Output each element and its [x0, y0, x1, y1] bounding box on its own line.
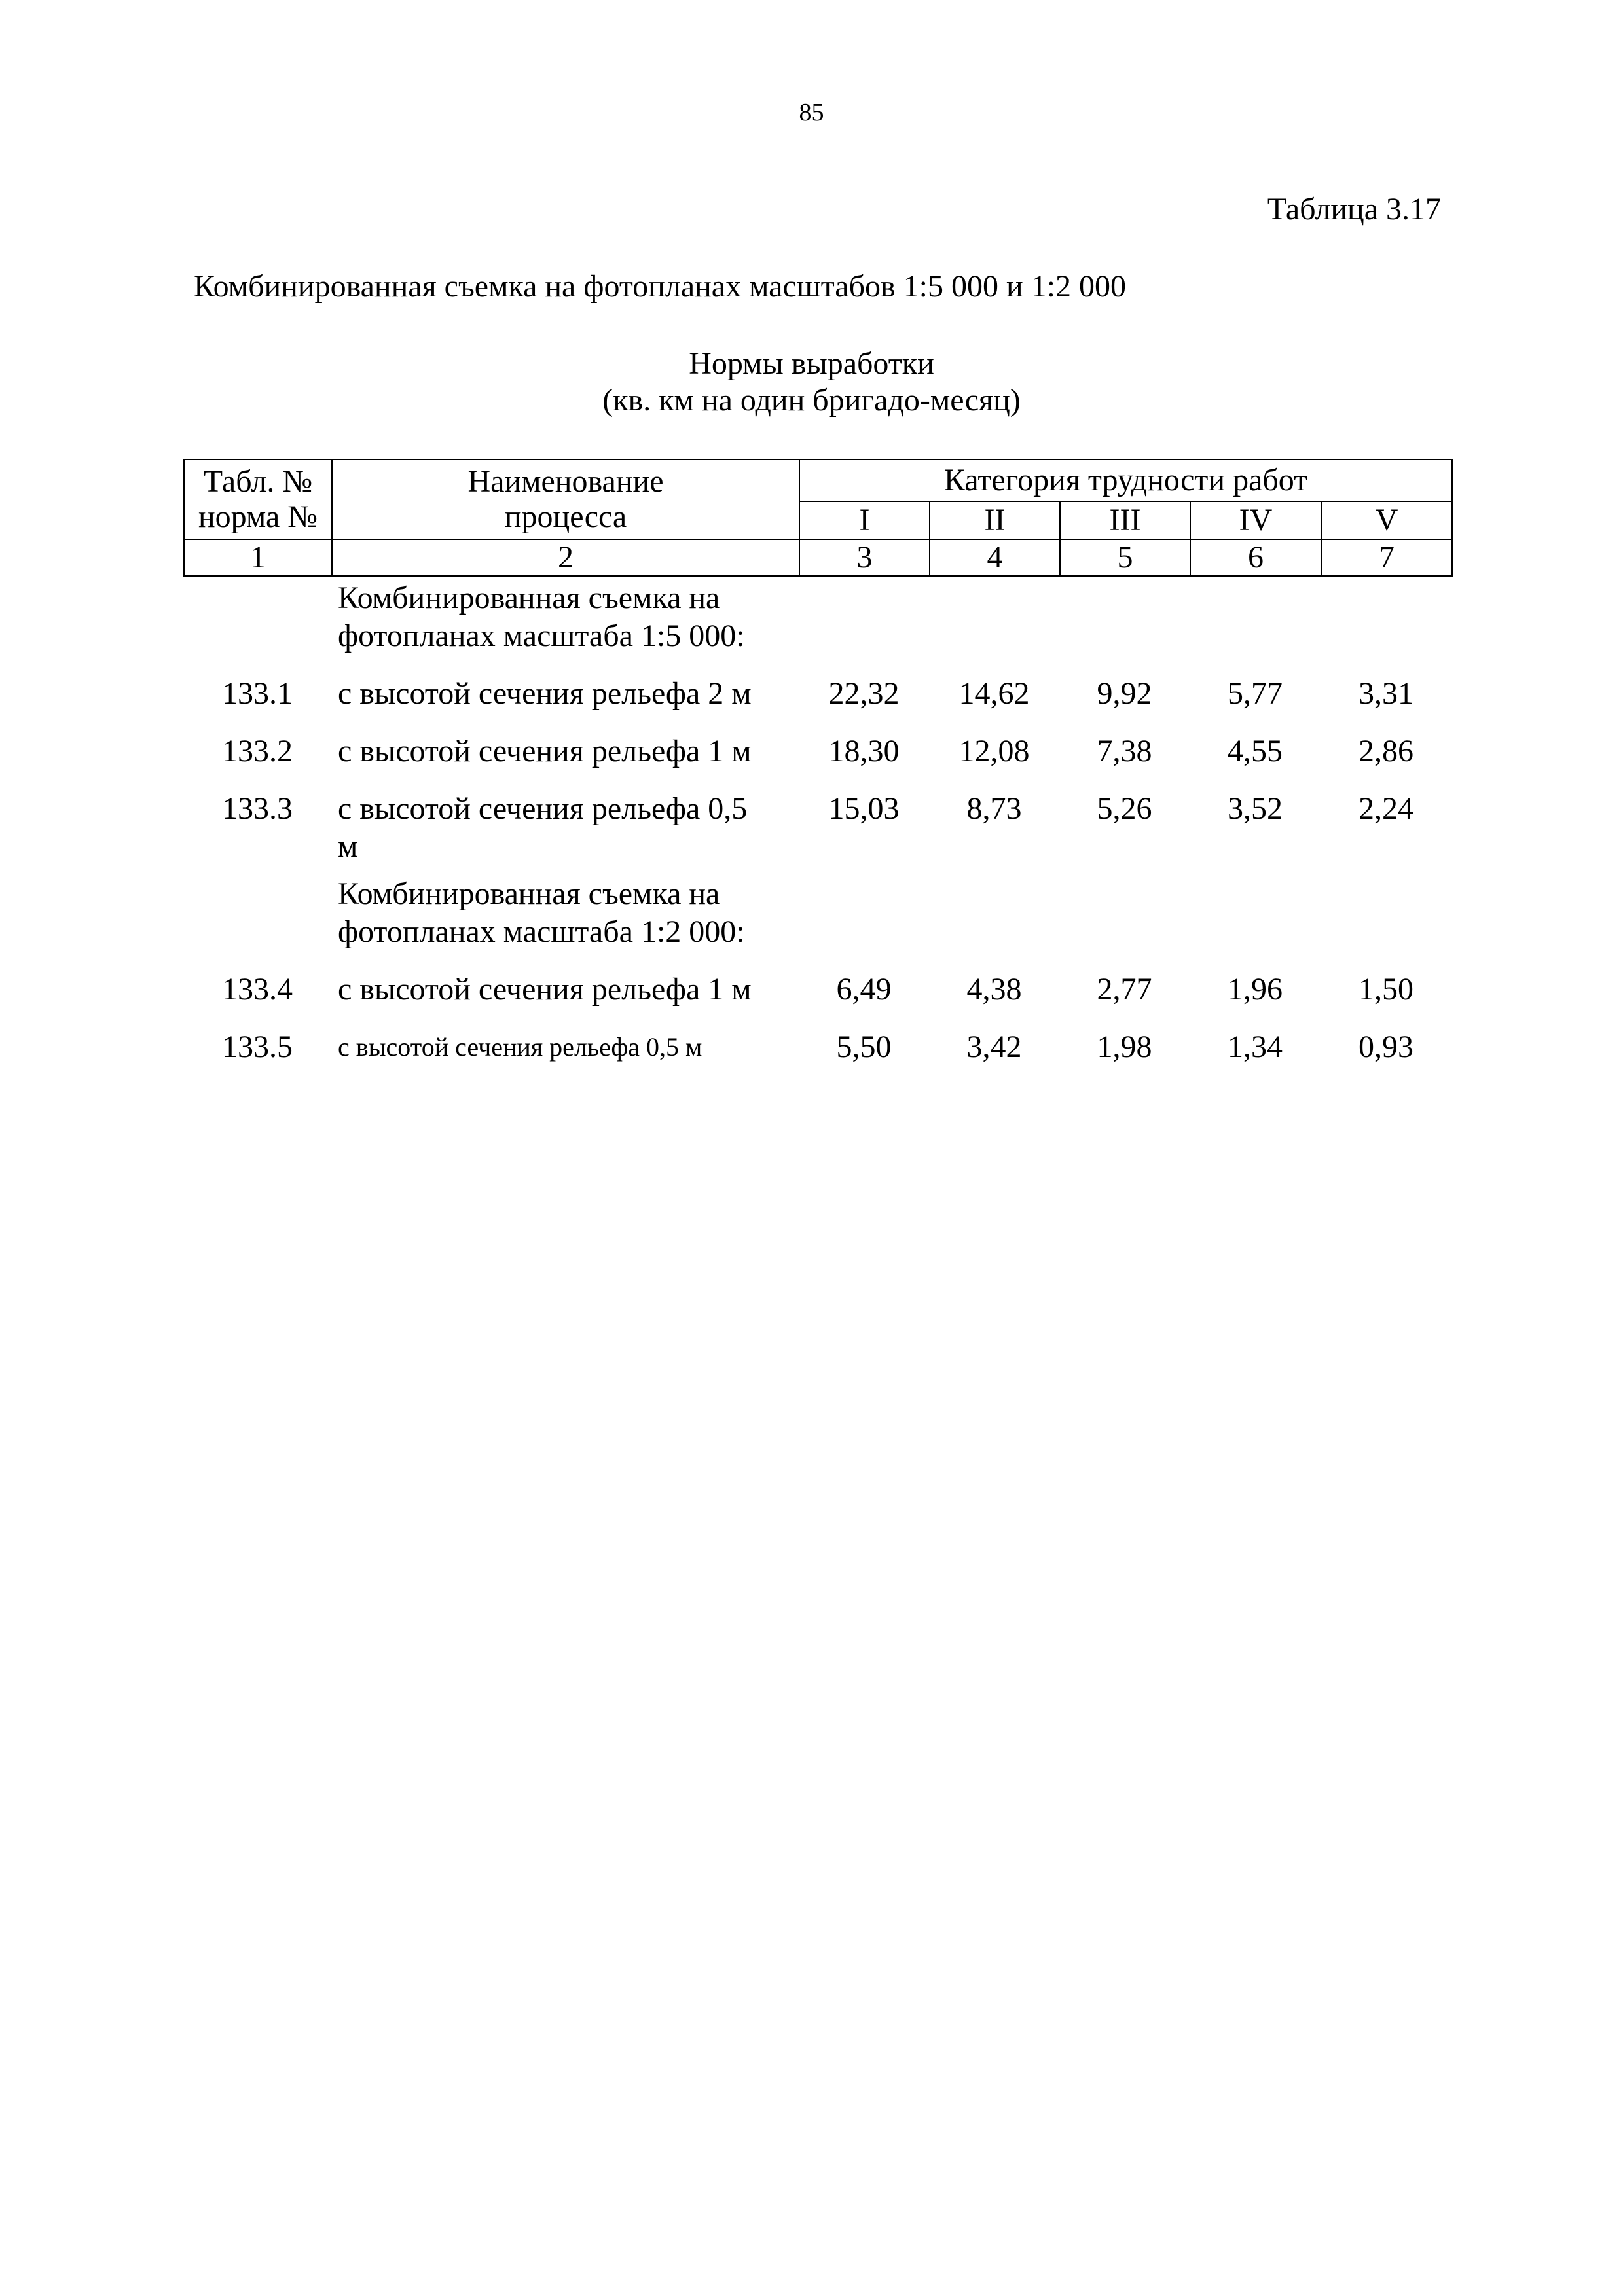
norm-number: 133.1: [222, 676, 293, 711]
column-number: 3: [799, 539, 930, 576]
header-category-4: IV: [1190, 501, 1321, 539]
header-category-3: III: [1060, 501, 1190, 539]
subtitle-line-2: (кв. км на один бригадо-месяц): [602, 383, 1021, 418]
header-category-5: V: [1321, 501, 1452, 539]
subtitle-line-1: Нормы выработки: [689, 346, 934, 381]
column-number: 1: [184, 539, 332, 576]
value-cell: 5,26: [1097, 791, 1152, 826]
value-cell: 7,38: [1097, 734, 1152, 768]
table-label: Таблица 3.17: [1267, 192, 1441, 226]
value-cell: 18,30: [828, 734, 900, 768]
header-process-name: [332, 459, 799, 539]
process-name: с высотой сечения рельефа 1 м: [338, 734, 752, 768]
value-cell: 5,50: [836, 1030, 892, 1064]
table-row: [183, 780, 1451, 875]
value-cell: 1,98: [1097, 1030, 1152, 1064]
value-cell: 4,38: [966, 972, 1022, 1007]
table-header: [183, 459, 1453, 577]
value-cell: 5,77: [1228, 676, 1283, 711]
section-heading-row: [183, 875, 1451, 960]
value-cell: 22,32: [828, 676, 900, 711]
table-row: [183, 722, 1451, 780]
value-cell: 0,93: [1359, 1030, 1413, 1064]
table-row: [183, 960, 1451, 1018]
value-cell: 1,34: [1228, 1030, 1283, 1064]
value-cell: 14,62: [958, 676, 1030, 711]
header-norm-line-2: норма №: [198, 499, 318, 534]
value-cell: 6,49: [836, 972, 892, 1007]
process-name: с высотой сечения рельефа 0,5 м: [338, 1032, 702, 1062]
value-cell: 3,52: [1228, 791, 1283, 826]
table-row: [183, 664, 1451, 722]
header-process-line-2: процесса: [504, 499, 627, 534]
value-cell: 3,31: [1359, 676, 1413, 711]
value-cell: 2,24: [1359, 791, 1413, 826]
section-heading: [331, 579, 799, 664]
value-cell: 1,96: [1228, 972, 1283, 1007]
section-heading: [331, 875, 799, 960]
value-cell: 12,08: [958, 734, 1030, 768]
process-name: [331, 780, 799, 875]
table-subtitle: [0, 346, 1623, 419]
process-name-line-1: с высотой сечения рельефа 0,5: [338, 791, 748, 826]
column-number: 4: [930, 539, 1060, 576]
header-norm-number: [184, 459, 332, 539]
process-name-line-2: м: [338, 829, 358, 864]
document-title: Комбинированная съемка на фотопланах масштабов 1:5 000 и 1:2 000: [194, 269, 1127, 304]
section-heading-line-1: Комбинированная съемка на: [338, 876, 720, 911]
value-cell: 9,92: [1097, 676, 1152, 711]
norm-number: 133.5: [222, 1030, 293, 1064]
header-category-2: II: [930, 501, 1060, 539]
process-name: с высотой сечения рельефа 2 м: [338, 676, 752, 711]
header-process-line-1: Наименование: [467, 464, 664, 499]
value-cell: 2,77: [1097, 972, 1152, 1007]
section-heading-line-1: Комбинированная съемка на: [338, 581, 720, 615]
value-cell: 1,50: [1359, 972, 1413, 1007]
header-category-1: I: [799, 501, 930, 539]
norm-number: 133.4: [222, 972, 293, 1007]
header-category: Категория трудности работ: [799, 459, 1452, 501]
value-cell: 4,55: [1228, 734, 1283, 768]
value-cell: 15,03: [828, 791, 900, 826]
column-number: 7: [1321, 539, 1452, 576]
norm-number: 133.2: [222, 734, 293, 768]
column-number: 5: [1060, 539, 1190, 576]
norm-number: 133.3: [222, 791, 293, 826]
process-name: с высотой сечения рельефа 1 м: [338, 972, 752, 1007]
value-cell: 2,86: [1359, 734, 1413, 768]
value-cell: 8,73: [966, 791, 1022, 826]
table-row: [183, 1018, 1451, 1075]
page-number: 85: [799, 99, 824, 126]
section-heading-line-2: фотопланах масштаба 1:5 000:: [338, 619, 745, 653]
column-number: 6: [1190, 539, 1321, 576]
header-norm-line-1: Табл. №: [203, 464, 313, 499]
column-number: 2: [332, 539, 799, 576]
section-heading-line-2: фотопланах масштаба 1:2 000:: [338, 914, 745, 949]
table-body: [183, 579, 1451, 1075]
section-heading-row: [183, 579, 1451, 664]
value-cell: 3,42: [966, 1030, 1022, 1064]
